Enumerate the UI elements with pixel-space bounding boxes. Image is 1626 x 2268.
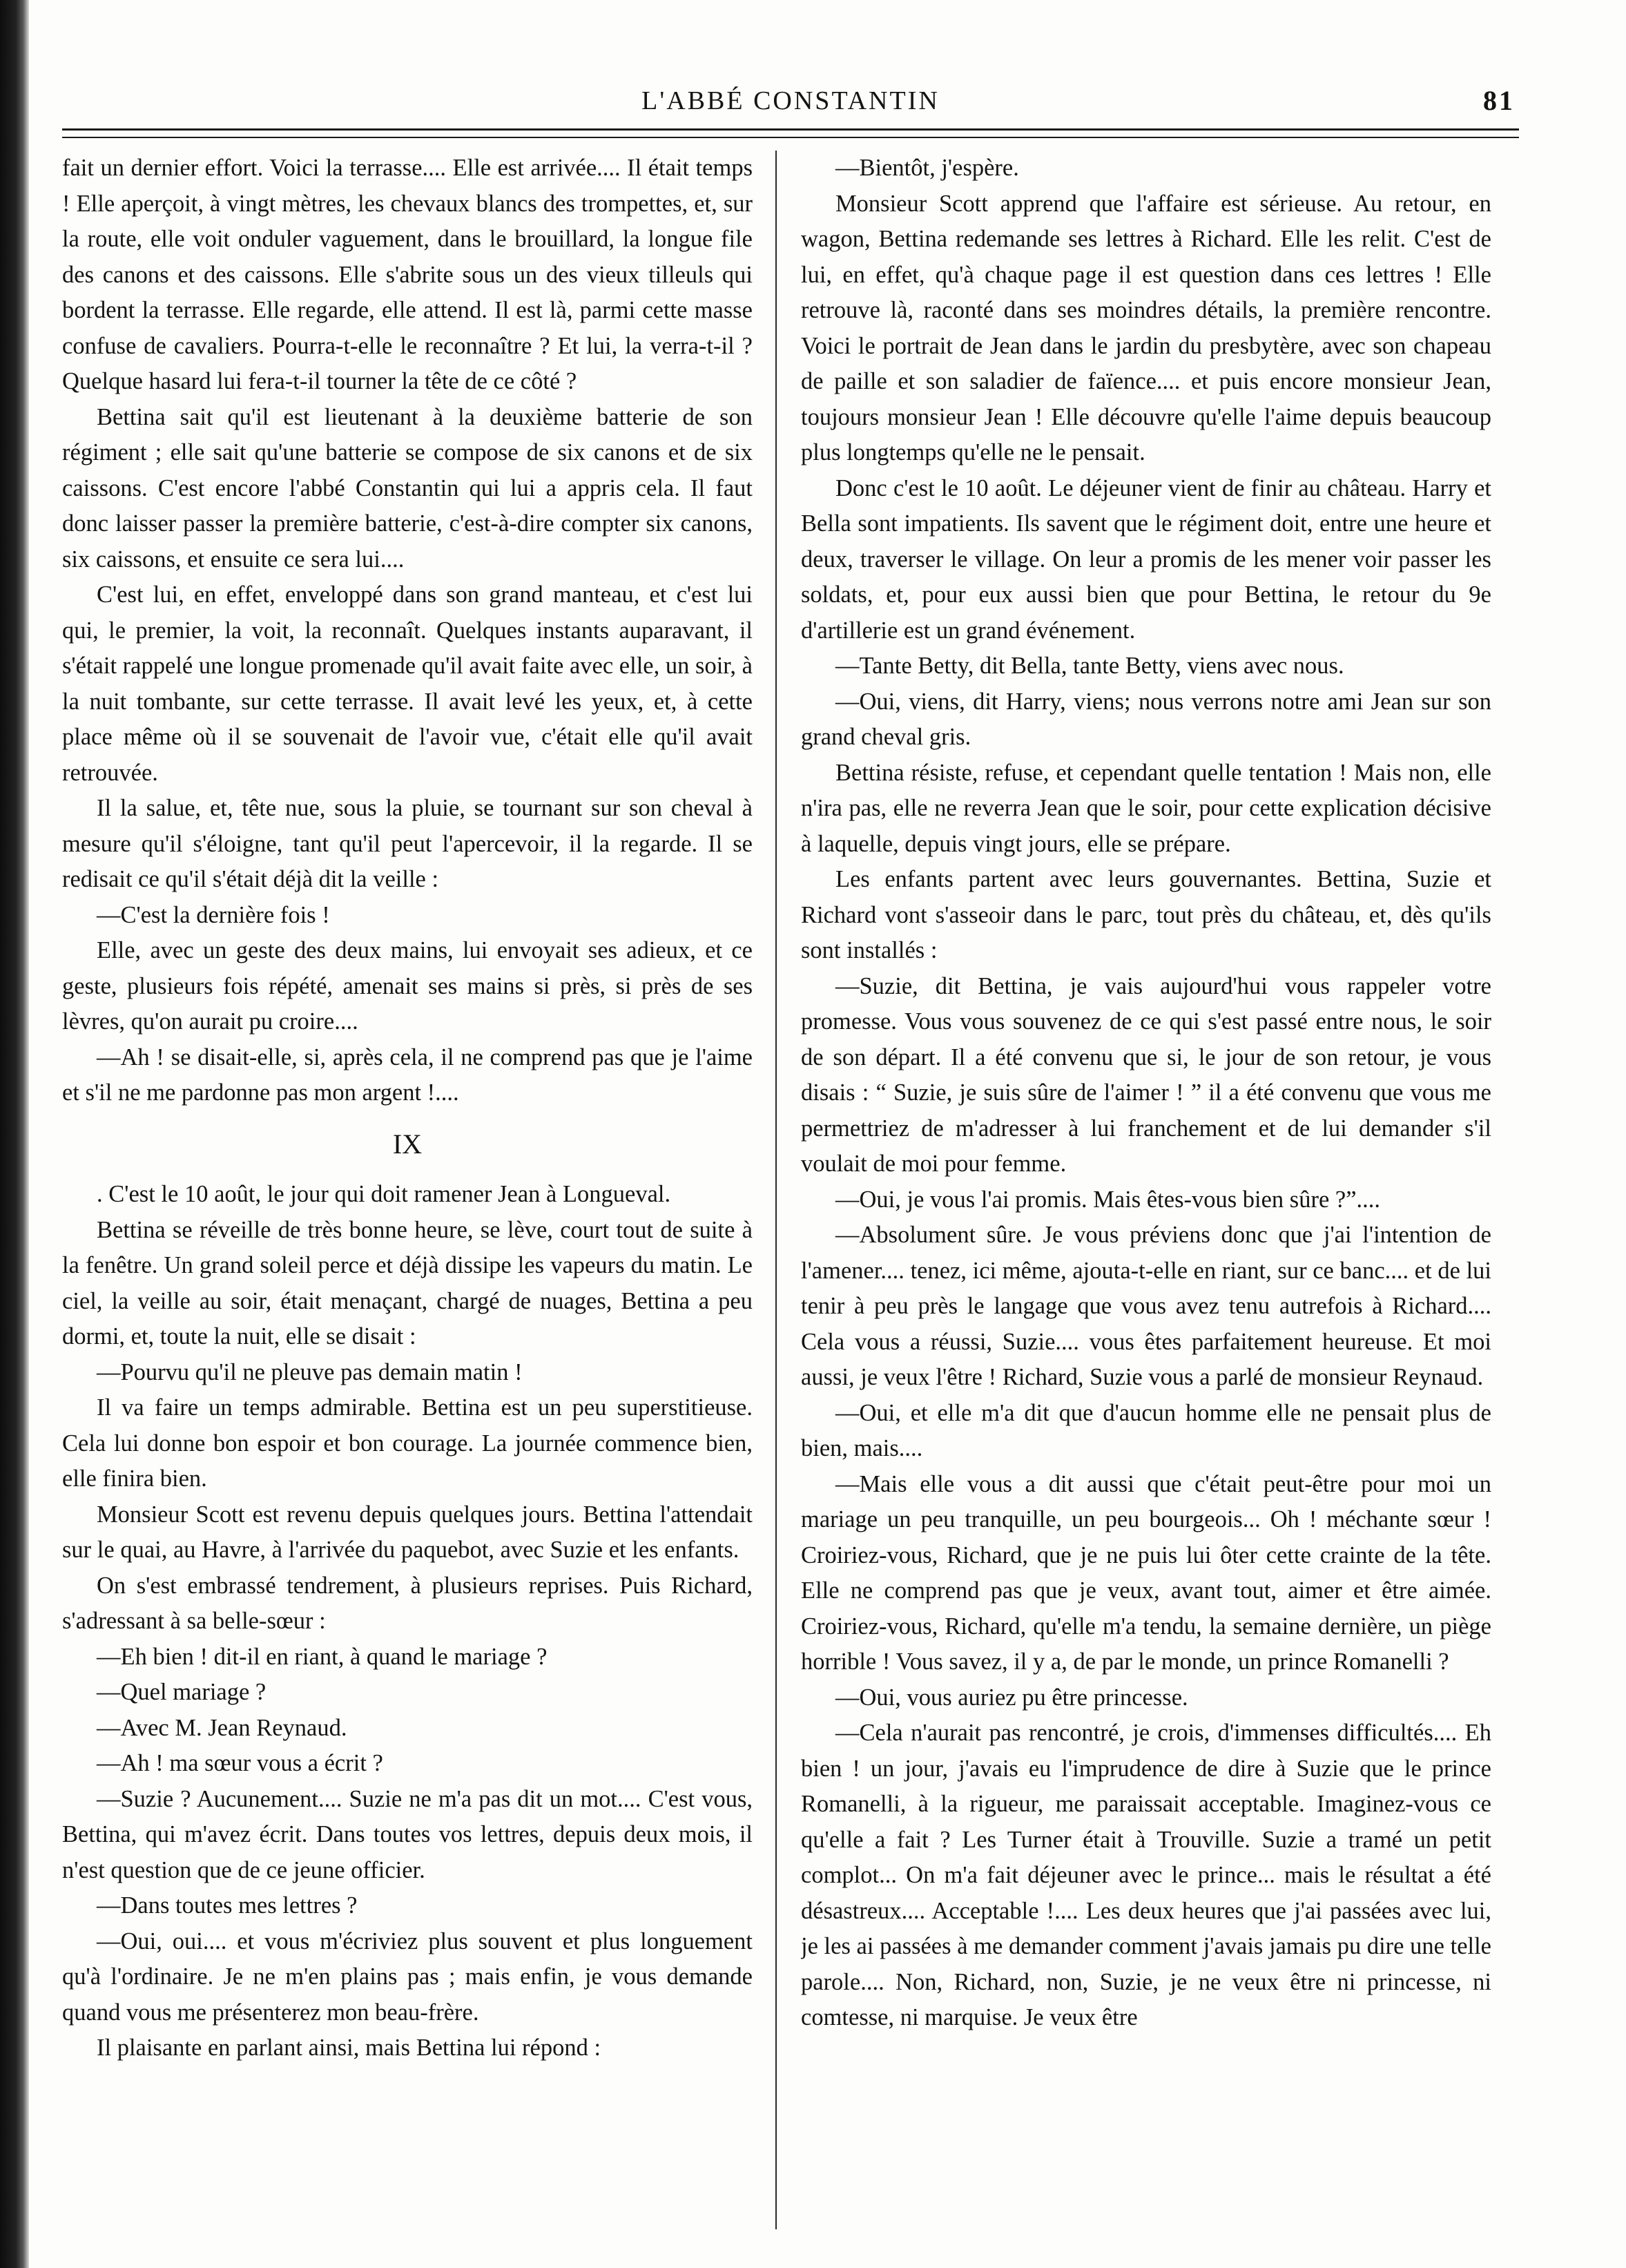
column-divider [775, 151, 777, 2229]
paragraph: —Ah ! se disait-elle, si, après cela, il ne comprend pas que je l'aime et s'il ne me pardonne pas mon argent !.... [62, 1044, 753, 1106]
paragraph: —Bientôt, j'espère. [835, 155, 1019, 181]
paragraph: Il la salue, et, tête nue, sous la pluie, se tournant sur son cheval à mesure qu'il s'éloigne, tant qu'il peut l'apercevoir, il la regarde. Il se redisait ce qu'il s'était déjà dit la veille : [62, 795, 753, 892]
paragraph: Bettina sait qu'il est lieutenant à la deuxième batterie de son régiment ; elle sait qu'une batterie se compose de six canons et de six caissons. C'est encore l'abbé Constantin qui lui a appris cela. Il faut donc laisser passer la première batterie, c'est-à-dire compter six canons, six caissons, et ensuite ce sera lui.... [62, 403, 753, 573]
paragraph: Les enfants partent avec leurs gouvernantes. Bettina, Suzie et Richard vont s'asseoir dans le parc, tout près du château, et, dès qu'ils sont installés : [801, 866, 1491, 963]
paragraph: Il plaisante en parlant ainsi, mais Bettina lui répond : [97, 2035, 601, 2061]
paragraph: Il va faire un temps admirable. Bettina est un peu superstitieuse. Cela lui donne bon espoir et bon courage. La journée commence bien, elle finira bien. [62, 1394, 753, 1492]
paragraph: —Avec M. Jean Reynaud. [97, 1714, 347, 1741]
paragraph: Donc c'est le 10 août. Le déjeuner vient de finir au château. Harry et Bella sont impatients. Ils savent que le régiment doit, entre une heure et deux, traverser le village. On leur a promis de les mener voir passer les soldats, et, pour eux aussi bien que pour Bettina, le retour du 9e d'artillerie est un grand événement. [801, 474, 1491, 644]
paragraph: Elle, avec un geste des deux mains, lui envoyait ses adieux, et ce geste, plusieurs fois répété, amenait ses mains si près, si près de ses lèvres, qu'on aurait pu croire.... [62, 937, 753, 1035]
paragraph: —Oui, je vous l'ai promis. Mais êtes-vous bien sûre ?”.... [835, 1186, 1381, 1213]
chapter-heading: IX [392, 1128, 423, 1160]
paragraph: —Dans toutes mes lettres ? [97, 1892, 358, 1919]
left-column [62, 151, 753, 2229]
paragraph: —Oui, vous auriez pu être princesse. [835, 1684, 1188, 1711]
paragraph: —Quel mariage ? [97, 1679, 267, 1705]
paragraph: —Eh bien ! dit-il en riant, à quand le mariage ? [97, 1643, 548, 1670]
book-spine-shadow [0, 0, 29, 2268]
paragraph: fait un dernier effort. Voici la terrasse.... Elle est arrivée.... Il était temps ! Elle aperçoit, à vingt mètres, les chevaux blancs des trompettes, et, sur la route, elle voit onduler vaguement, dans le brouillard, la longue file des canons et des caissons. Elle s'abrite sous un des vieux tilleuls qui bordent la terrasse. Elle regarde, elle attend. Il est là, parmi cette masse confuse de cavaliers. Pourra-t-elle le reconnaître ? Et lui, la verra-t-il ? Quelque hasard lui fera-t-il tourner la tête de ce côté ? [62, 155, 753, 394]
paragraph: —Oui, viens, dit Harry, viens; nous verrons notre ami Jean sur son grand cheval gris. [801, 688, 1491, 750]
paragraph: Monsieur Scott apprend que l'affaire est sérieuse. Au retour, en wagon, Bettina redemande ses lettres à Richard. Elle les relit. C'est de lui, en effet, qu'à chaque page il est question dans ces lettres ! Elle retrouve là, raconté dans ses moindres détails, la première rencontre. Voici le portrait de Jean dans le jardin du presbytère, avec son chapeau de paille et son saladier de faïence.... et puis encore monsieur Jean, toujours monsieur Jean ! Elle découvre qu'elle l'aime depuis beaucoup plus longtemps qu'elle ne le pensait. [801, 190, 1491, 465]
paragraph: —Oui, oui.... et vous m'écriviez plus souvent et plus longuement qu'à l'ordinaire. Je ne m'en plains pas ; mais enfin, je vous demande quand vous me présenterez mon beau-frère. [62, 1928, 753, 2026]
paragraph: —Absolument sûre. Je vous préviens donc que j'ai l'intention de l'amener.... tenez, ici même, ajouta-t-elle en riant, sur ce banc.... et de lui tenir à peu près le langage que vous avez tenu autrefois à Richard.... Cela vous a réussi, Suzie.... vous êtes parfaitement heureuse. Et moi aussi, je veux l'être ! Richard, Suzie vous a parlé de monsieur Reynaud. [801, 1222, 1491, 1390]
header-rule-secondary [62, 137, 1519, 138]
paragraph: —Ah ! ma sœur vous a écrit ? [97, 1750, 383, 1776]
page-number: 81 [1483, 85, 1515, 116]
paragraph: —Oui, et elle m'a dit que d'aucun homme elle ne pensait plus de bien, mais.... [801, 1399, 1491, 1461]
header-rule [62, 128, 1519, 131]
paragraph: Bettina résiste, refuse, et cependant quelle tentation ! Mais non, elle n'ira pas, elle ne reverra Jean que le soir, pour cette explication décisive à laquelle, depuis vingt jours, elle se prépare. [801, 759, 1491, 857]
paragraph: —Mais elle vous a dit aussi que c'était peut-être pour moi un mariage un peu tranquille, un peu bourgeois... Oh ! méchante sœur ! Croiriez-vous, Richard, que je ne puis lui ôter cette crainte de la tête. Elle ne comprend pas que je veux, avant tout, aimer et être aimée. Croiriez-vous, Richard, qu'elle m'a tendu, la semaine dernière, un piège horrible ! Vous savez, il y a, de par le monde, un prince Romanelli ? [801, 1470, 1491, 1675]
book-page [62, 81, 1519, 2236]
right-column [801, 151, 1491, 2229]
paragraph: —Cela n'aurait pas rencontré, je crois, d'immenses difficultés.... Eh bien ! un jour, j'avais eu l'imprudence de dire à Suzie que le prince Romanelli, à la rigueur, me paraissait acceptable. Imaginez-vous ce qu'elle a fait ? Les Turner était à Trouville. Suzie a tramé un petit complot... On m'a fait déjeuner avec le prince... mais le résultat a été désastreux.... Acceptable !.... Les deux heures que j'ai passées avec lui, je les ai passées à me demander comment j'avais jamais pu dire une telle parole.... Non, Richard, non, Suzie, je ne veux être ni princesse, ni comtesse, ni marquise. Je veux être [801, 1720, 1491, 2030]
paragraph: —Suzie, dit Bettina, je vais aujourd'hui vous rappeler votre promesse. Vous vous souvenez de ce qui s'est passé entre nous, le soir de son départ. Il a été convenu que si, le jour de son retour, je vous disais : “ Suzie, je suis sûre de l'aimer ! ” il a été convenu que vous me permettriez de m'adresser à lui franchement et de lui demander s'il voulait de moi pour femme. [801, 972, 1491, 1177]
running-title: L'ABBÉ CONSTANTIN [641, 86, 940, 115]
paragraph: On s'est embrassé tendrement, à plusieurs reprises. Puis Richard, s'adressant à sa belle-sœur : [62, 1572, 753, 1634]
paragraph: Monsieur Scott est revenu depuis quelques jours. Bettina l'attendait sur le quai, au Havre, à l'arrivée du paquebot, avec Suzie et les enfants. [62, 1501, 753, 1563]
paragraph: Bettina se réveille de très bonne heure, se lève, court tout de suite à la fenêtre. Un grand soleil perce et déjà dissipe les vapeurs du matin. Le ciel, la veille au soir, était menaçant, chargé de nuages, Bettina a peu dormi, et, toute la nuit, elle se disait : [62, 1216, 753, 1349]
paragraph: —Pourvu qu'il ne pleuve pas demain matin ! [97, 1358, 523, 1385]
paragraph: —C'est la dernière fois ! [97, 901, 330, 928]
paragraph: —Tante Betty, dit Bella, tante Betty, viens avec nous. [835, 653, 1344, 679]
paragraph: —Suzie ? Aucunement.... Suzie ne m'a pas dit un mot.... C'est vous, Bettina, qui m'avez écrit. Dans toutes vos lettres, depuis deux mois, il n'est question que de ce jeune officier. [62, 1785, 753, 1883]
paragraph: . C'est le 10 août, le jour qui doit ramener Jean à Longueval. [97, 1181, 671, 1207]
page-header [62, 81, 1519, 124]
paragraph: C'est lui, en effet, enveloppé dans son grand manteau, et c'est lui qui, le premier, la voit, la reconnaît. Quelques instants auparavant, il s'était rappelé une longue promenade qu'il avait faite avec elle, un soir, à la nuit tombante, sur cette terrasse. Il avait levé les yeux, et, à cette place même où il se souvenait de l'avoir vue, c'était elle qu'il avait retrouvée. [62, 582, 753, 786]
